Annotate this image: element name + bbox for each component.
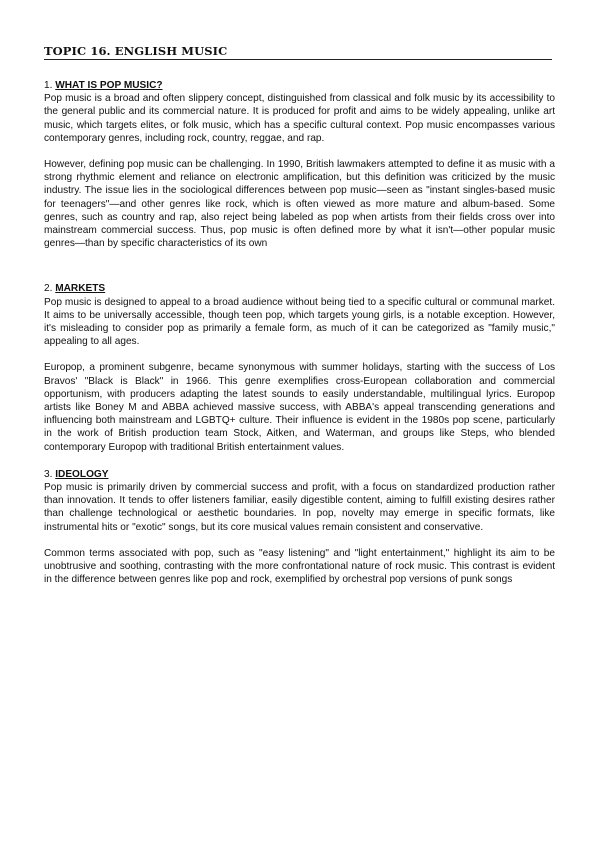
topic-heading: TOPIC 16. ENGLISH MUSIC: [44, 44, 552, 60]
paragraph: Pop music is a broad and often slippery concept, distinguished from classical and folk music by its accessibility to the general public and its commercial nature. It is produced for profit and aims to be widely appealing, unlike art music, which targets elites, or folk music, which has a specific cultural context. Pop music encompasses various contemporary genres, including rock, country, reggae, and rap.: [44, 93, 555, 144]
section-heading: [44, 79, 555, 92]
paragraph: Pop music is primarily driven by commercial success and profit, with a focus on standardized production rather than innovation. It tends to offer listeners familiar, easily digestible content, aiming to fulfill existing desires rather than challenge technological or aesthetic boundaries. In pop, novelty may emerge in specific formats, like instrumental hits or "exotic" songs, but its core musical values remain consistent and conservative.: [44, 482, 555, 533]
section-heading: [44, 468, 555, 481]
section-heading: [44, 282, 555, 295]
section-what-is-pop-music: [44, 79, 555, 250]
paragraph: However, defining pop music can be challenging. In 1990, British lawmakers attempted to define it as music with a strong rhythmic element and reliance on electronic amplification, but this definition was criticized by the music industry. The issue lies in the sociological differences between pop music—seen as "instant singles-based music for teenagers"—and other genres like rock, which is often viewed as more mature and album-based. Some genres, such as country and rap, also reject being labeled as pop when artists from their fields cross over into mainstream commercial success. Thus, pop music is often defined more by what it isn't—other popular music genres—than by specific characteristics of its own: [44, 159, 555, 250]
document-body: [44, 79, 555, 587]
section-number: 1.: [44, 80, 53, 91]
paragraph: Common terms associated with pop, such as "easy listening" and "light entertainment," highlight its aim to be unobtrusive and soothing, contrasting with the more confrontational nature of rock music. This contrast is evident in the difference between genres like pop and rock, exemplified by orchestral pop versions of punk songs: [44, 547, 555, 586]
section-title: IDEOLOGY: [55, 468, 109, 480]
section-markets: [44, 282, 555, 453]
paragraph: Europop, a prominent subgenre, became synonymous with summer holidays, starting with the success of Los Bravos' "Black is Black" in 1966. This genre exemplifies cross-European collaboration and commercial opportunism, with producers adapting the latest sounds to easily understandable, multilingual lyrics. Europop artists like Boney M and ABBA achieved massive success, with ABBA's appeal transcending generations and influencing both mainstream and LGBTQ+ culture. Their influence is evident in the 1980s pop scene, particularly in the work of British production team Stock, Aitken, and Waterman, and groups like Steps, who blended contemporary Europop with traditional British entertainment values.: [44, 362, 555, 453]
section-ideology: [44, 468, 555, 587]
paragraph: Pop music is designed to appeal to a broad audience without being tied to a specific cultural or communal market. It aims to be universally accessible, though teen pop, which targets young girls, is a notable exception. However, it's misleading to consider pop as primarily a female form, as much of it can be categorized as "family music," appealing to all ages.: [44, 296, 555, 348]
section-number: 2.: [44, 283, 53, 295]
section-number: 3.: [44, 468, 53, 480]
section-title: MARKETS: [55, 283, 106, 295]
section-title: WHAT IS POP MUSIC?: [55, 80, 163, 91]
